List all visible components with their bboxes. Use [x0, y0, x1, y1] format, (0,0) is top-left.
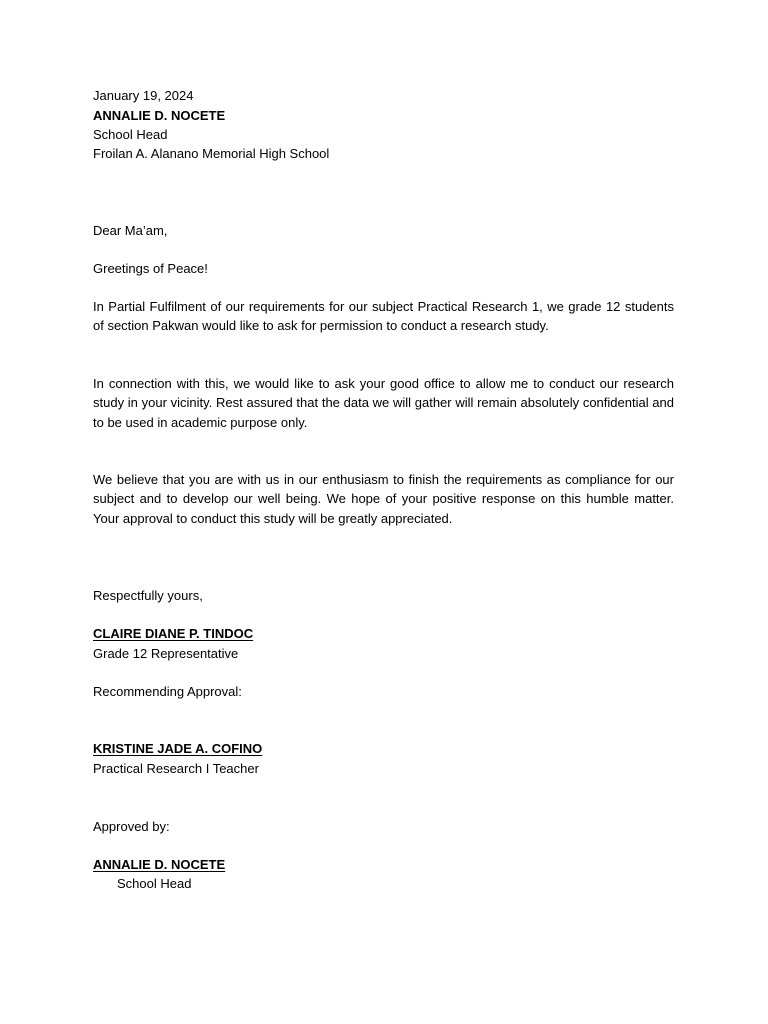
closing: Respectfully yours, [93, 588, 203, 603]
greeting: Greetings of Peace! [93, 261, 208, 276]
recommending-approval-label: Recommending Approval: [93, 684, 242, 699]
letter-date: January 19, 2024 [93, 88, 194, 103]
approved-by-label: Approved by: [93, 819, 170, 834]
sender-name: CLAIRE DIANE P. TINDOC [93, 626, 254, 641]
salutation: Dear Ma’am, [93, 223, 168, 238]
approver-title: School Head [117, 876, 192, 891]
body-paragraph-3: We believe that you are with us in our enthusiasm to finish the requirements as compliance for our subject and to develop our well being. We hope of your positive response on this humble matter. Your approval to conduct this study will be greatly appreciated. [93, 472, 674, 526]
recommender-name: KRISTINE JADE A. COFINO [93, 741, 263, 756]
approver-name: ANNALIE D. NOCETE [93, 857, 226, 872]
body-paragraph-1: In Partial Fulfilment of our requirements for our subject Practical Research 1, we grade 12 students of section Pakwan would like to ask for permission to conduct a research study. [93, 299, 674, 334]
recommender-title: Practical Research I Teacher [93, 761, 259, 776]
recipient-position: School Head [93, 127, 168, 142]
recipient-name: ANNALIE D. NOCETE [93, 108, 226, 123]
sender-title: Grade 12 Representative [93, 646, 239, 661]
recipient-school: Froilan A. Alanano Memorial High School [93, 146, 330, 161]
body-paragraph-2: In connection with this, we would like to ask your good office to allow me to conduct our research study in your vicinity. Rest assured that the data we will gather will remain absolutely confidential and to be used in academic purpose only. [93, 376, 674, 430]
